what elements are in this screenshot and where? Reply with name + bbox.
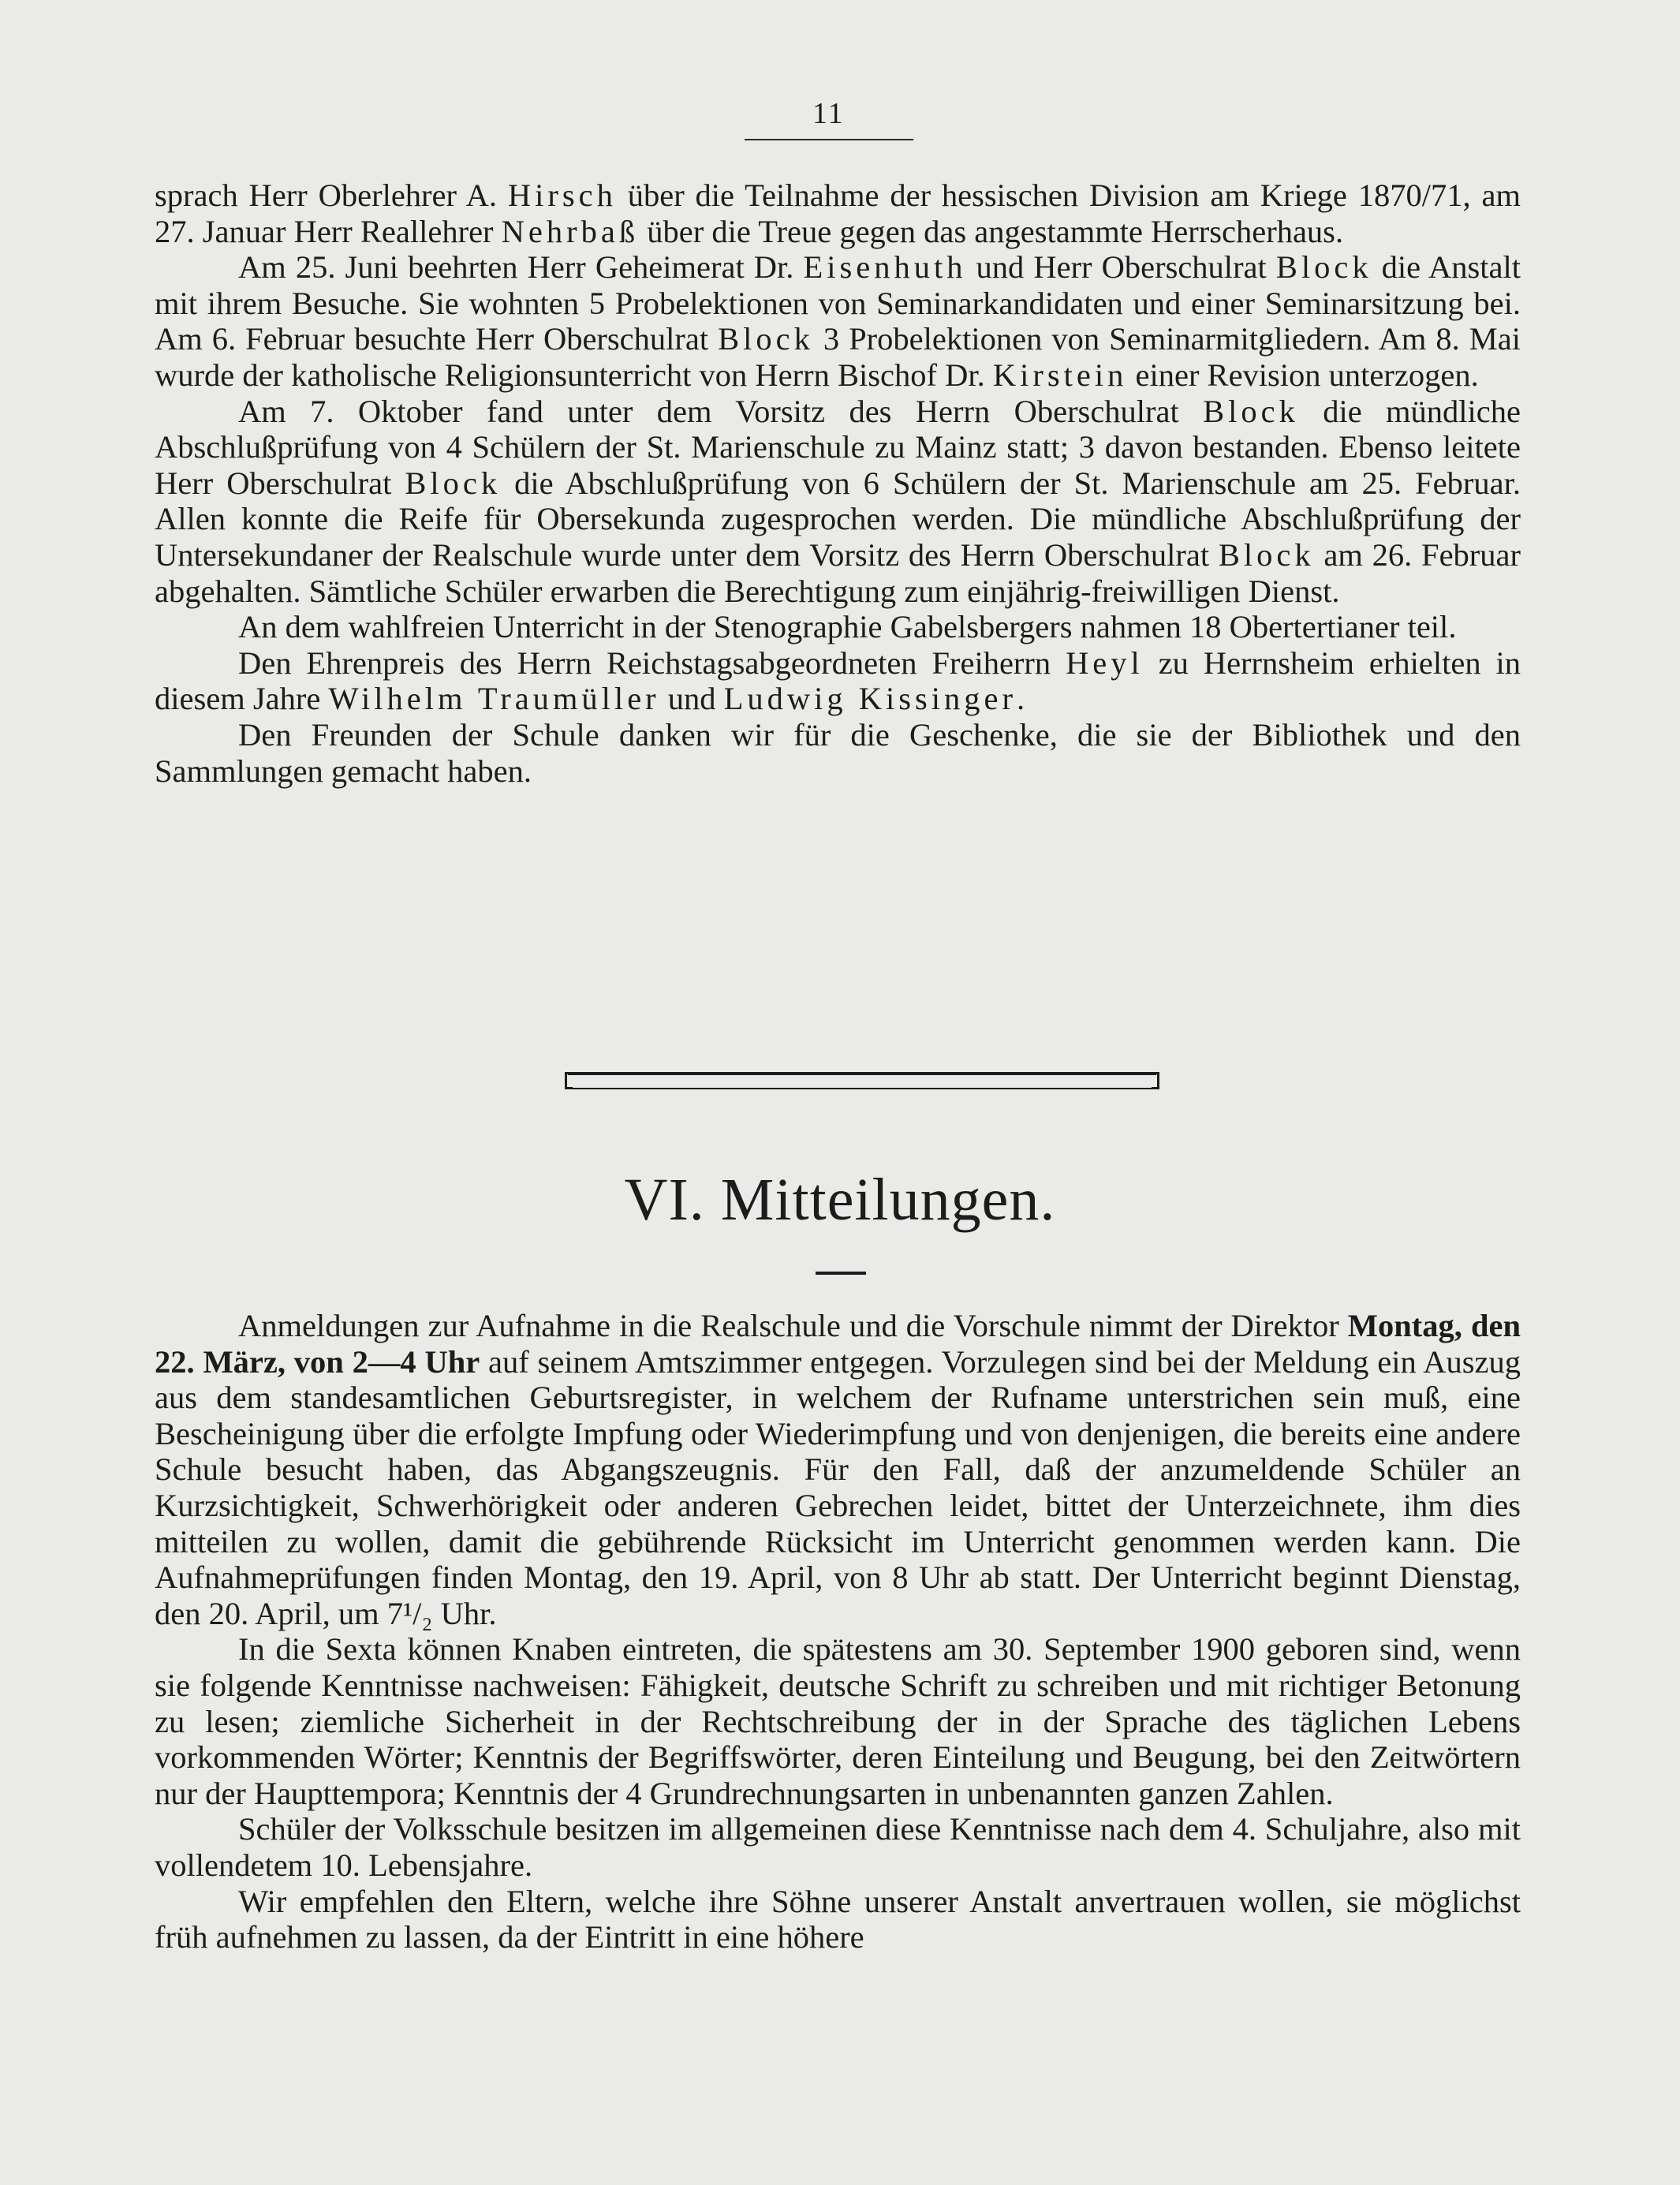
paragraph-lectures: sprach Herr Oberlehrer A. Hirsch über die Teilnahme der hessischen Division am Kriege 1870/71, am 27. Januar Herr Reallehrer Nehrbaß über die Treue gegen das angestammte Herrscherhaus. (155, 177, 1521, 249)
page-number: 11 (812, 97, 845, 130)
paragraph-stenography: An dem wahlfreien Unterricht in der Stenographie Gabelsbergers nahmen 18 Obertertianer teil. (238, 609, 1457, 645)
paragraph-registration: Anmeldungen zur Aufnahme in die Realschule und die Vorschule nimmt der Direktor Montag, den 22. März, von 2—4 Uhr auf seinem Amtszimmer entgegen. Vorzulegen sind bei der Meldung ein Auszug aus dem standesamtlichen Geburtsregister, in welchem der Rufname unterstrichen sein muß, eine Bescheinigung über die erfolgte Impfung oder Wiederimpfung und von denjenigen, die bereits eine andere Schule besucht haben, das Abgangszeugnis. Für den Fall, daß der anzumeldende Schüler an Kurzsichtigkeit, Schwerhörigkeit oder anderen Gebrechen leidet, bittet der Unterzeichnete, ihm dies mitteilen zu wollen, damit die gebührende Rücksicht im Unterricht genommen werden kann. Die Aufnahmeprüfungen finden Montag, den 19. April, von 8 Uhr ab statt. Der Unterricht beginnt Dienstag, den 20. April, um 7¹/₂ Uhr. (155, 1308, 1521, 1631)
paragraph-sexta-requirements: In die Sexta können Knaben eintreten, die spätestens am 30. September 1900 geboren sind, wenn sie folgende Kenntnisse nachweisen: Fähigkeit, deutsche Schrift zu schreiben und mit richtiger Betonung zu lesen; ziemliche Sicherheit in der Rechtschreibung der in der Sprache des täglichen Lebens vorkommenden Wörter; Kenntnis der Begriffswörter, deren Einteilung und Beugung, bei den Zeitwörtern nur der Haupttempora; Kenntnis der 4 Grundrechnungsarten in unbenannten ganzen Zahlen. (155, 1631, 1521, 1811)
section-heading: VI. Mitteilungen. (624, 1167, 1056, 1233)
section-divider-ornament (568, 1072, 1156, 1089)
page-number-rule (745, 139, 913, 140)
paragraph-volksschule: Schüler der Volksschule besitzen im allgemeinen diese Kenntnisse nach dem 4. Schuljahre, also mit vollendetem 10. Lebensjahre. (155, 1811, 1521, 1883)
section-school-chronicle (155, 177, 1521, 789)
heading-rule (816, 1272, 866, 1275)
paragraph-exams: Am 7. Oktober fand unter dem Vorsitz des Herrn Oberschulrat Block die mündliche Abschlußprüfung von 4 Schülern der St. Marienschule zu Mainz statt; 3 davon bestanden. Ebenso leitete Herr Oberschulrat Block die Abschlußprüfung von 6 Schülern der St. Marienschule am 25. Februar. Allen konnte die Reife für Obersekunda zugesprochen werden. Die mündliche Abschlußprüfung der Untersekundaner der Realschule wurde unter dem Vorsitz des Herrn Oberschulrat Block am 26. Februar abgehalten. Sämtliche Schüler erwarben die Berechtigung zum einjährig-freiwilligen Dienst. (155, 393, 1521, 609)
paragraph-visits: Am 25. Juni beehrten Herr Geheimerat Dr. Eisenhuth und Herr Oberschulrat Block die Anstalt mit ihrem Besuche. Sie wohnten 5 Probelektionen von Seminarkandidaten und einer Seminarsitzung bei. Am 6. Februar besuchte Herr Oberschulrat Block 3 Probelektionen von Seminarmitgliedern. Am 8. Mai wurde der katholische Religionsunterricht von Herrn Bischof Dr. Kirstein einer Revision unterzogen. (155, 249, 1521, 393)
section-announcements (155, 1308, 1521, 1955)
paragraph-recommendation: Wir empfehlen den Eltern, welche ihre Söhne unserer Anstalt anvertrauen wollen, sie möglichst früh aufnehmen zu lassen, da der Eintritt in eine höhere (155, 1883, 1521, 1955)
paragraph-thanks: Den Freunden der Schule danken wir für die Geschenke, die sie der Bibliothek und den Sammlungen gemacht haben. (155, 716, 1521, 789)
paragraph-prize: Den Ehrenpreis des Herrn Reichstagsabgeordneten Freiherrn Heyl zu Herrnsheim erhielten in diesem Jahre Wilhelm Traumüller und Ludwig Kissinger. (155, 644, 1521, 717)
